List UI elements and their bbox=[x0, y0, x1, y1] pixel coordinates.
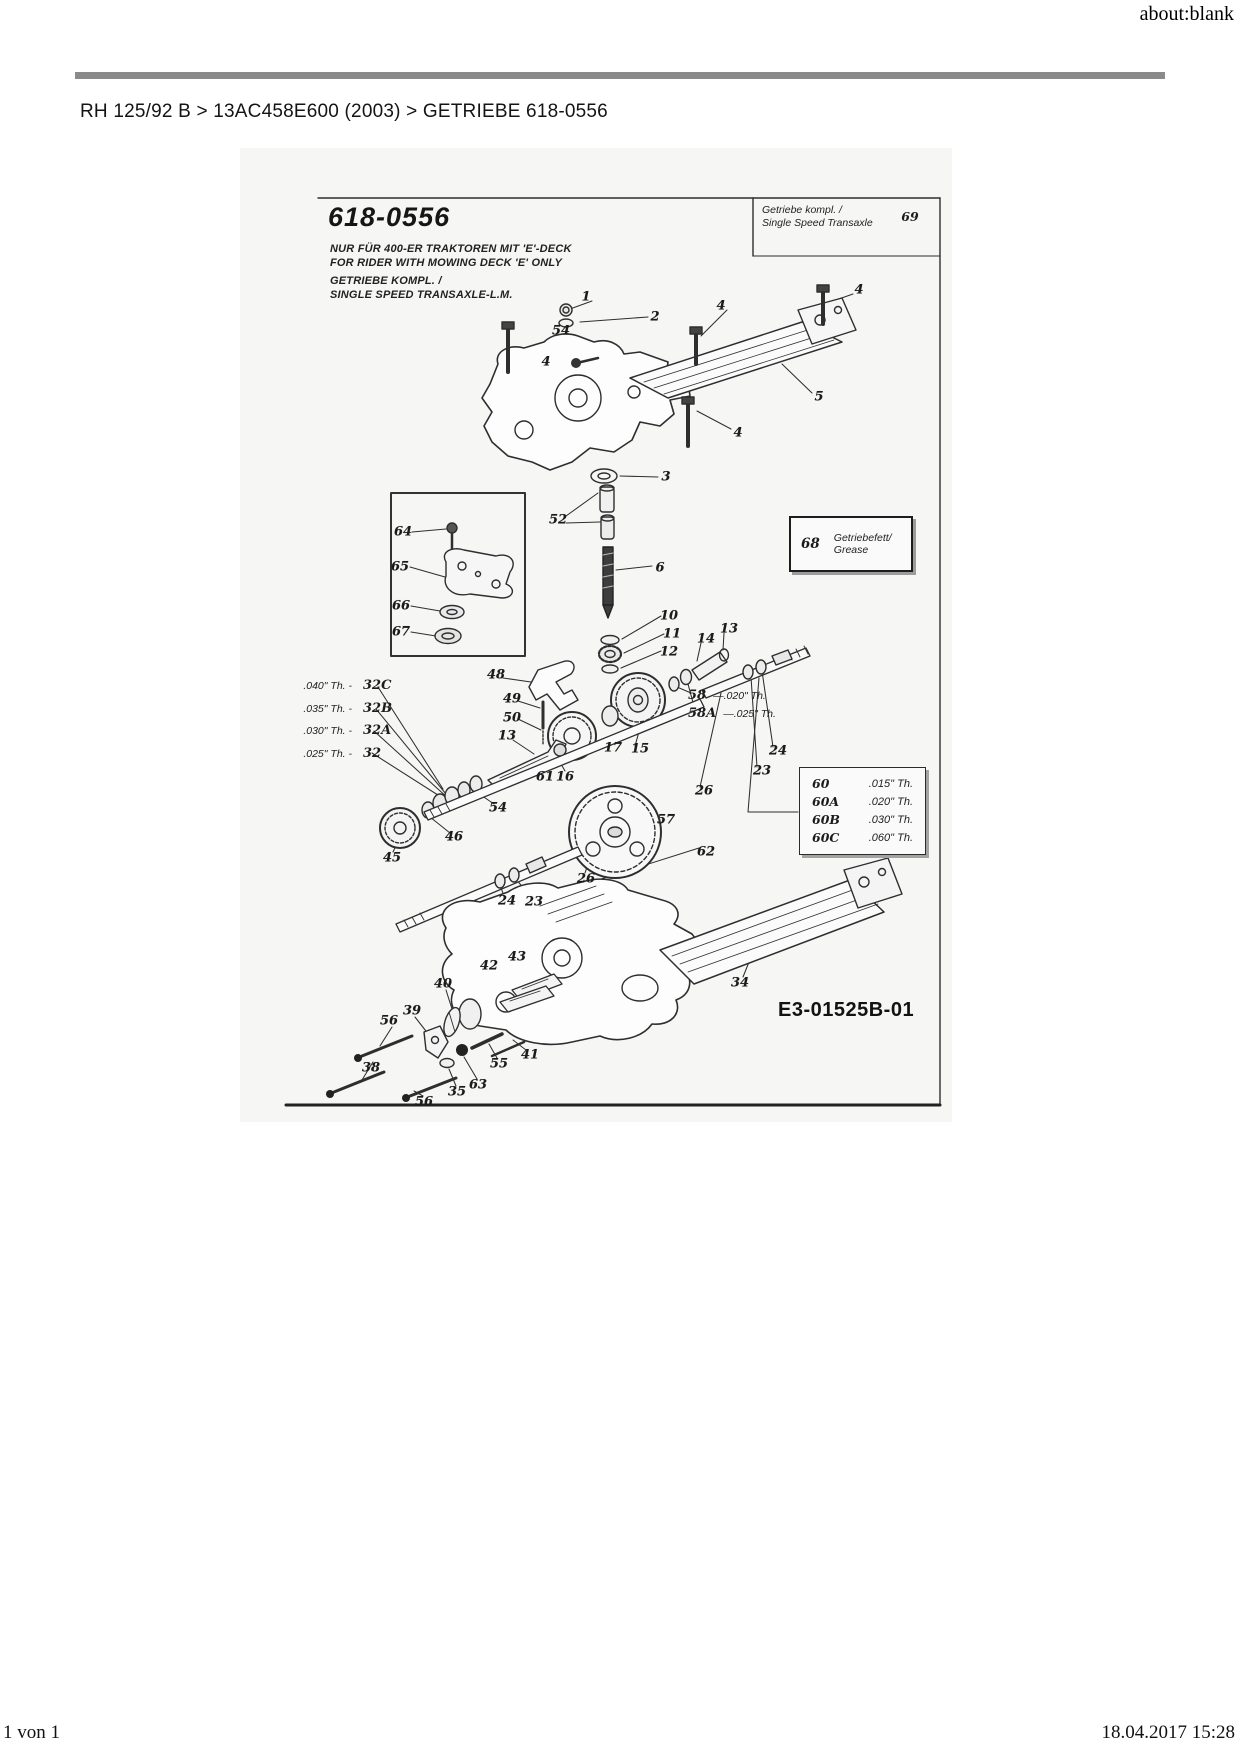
part-label: 66 bbox=[391, 598, 411, 614]
part-label: 63 bbox=[468, 1077, 488, 1093]
diagram-note-line: NUR FÜR 400-ER TRAKTOREN MIT 'E'-DECK bbox=[330, 243, 572, 255]
grease-label: Getriebefett/ Grease bbox=[833, 531, 892, 556]
part-label: 57 bbox=[656, 812, 676, 828]
part-label: 64 bbox=[393, 524, 413, 540]
part-label: 54 bbox=[551, 323, 571, 339]
part-label: 26 bbox=[694, 783, 714, 799]
diagram-title: 618-0556 bbox=[328, 202, 451, 232]
shim-32-row: .040" Th. - 32C bbox=[303, 678, 392, 693]
part-label: 40 bbox=[433, 976, 453, 992]
shim-58-row: 58 —.020" Th. bbox=[688, 688, 766, 703]
print-url-header: about:blank bbox=[1139, 3, 1234, 25]
shim-table-60 bbox=[799, 767, 926, 855]
part-label: 24 bbox=[497, 893, 517, 909]
part-label: 41 bbox=[520, 1047, 540, 1063]
part-label: 4 bbox=[716, 298, 726, 314]
breadcrumb: RH 125/92 B > 13AC458E600 (2003) > GETRIEBE 618-0556 bbox=[80, 101, 608, 122]
part-label: 39 bbox=[402, 1003, 422, 1019]
shim-32-row: .025" Th. - 32 bbox=[303, 745, 382, 761]
print-timestamp: 18.04.2017 15:28 bbox=[1101, 1722, 1235, 1743]
part-label: 15 bbox=[630, 741, 650, 757]
part-label: 4 bbox=[854, 282, 864, 298]
shim-58-row: 58A —.025" Th. bbox=[688, 705, 776, 721]
part-label: 12 bbox=[659, 644, 679, 660]
part-label: 10 bbox=[659, 608, 679, 624]
assembly-ref-line: Single Speed Transaxle bbox=[762, 217, 873, 229]
diagram-note-line: SINGLE SPEED TRANSAXLE-L.M. bbox=[330, 288, 513, 301]
part-label: 3 bbox=[661, 469, 671, 485]
horizontal-rule bbox=[75, 72, 1165, 79]
diagram-note-line: FOR RIDER WITH MOWING DECK 'E' ONLY bbox=[330, 256, 563, 269]
diagram-note-block-1 bbox=[330, 243, 572, 270]
shim-60-row: 60B .030" Th. bbox=[812, 812, 913, 827]
part-label: 55 bbox=[489, 1056, 509, 1072]
shim-60-row: 60A .020" Th. bbox=[812, 794, 913, 809]
part-label: 11 bbox=[662, 626, 682, 642]
shim-60-row: 60C .060" Th. bbox=[812, 830, 913, 845]
part-label: 48 bbox=[486, 667, 506, 683]
drawing-number: E3-01525B-01 bbox=[778, 999, 915, 1021]
part-label: 50 bbox=[502, 710, 522, 726]
shim-32-row: .030" Th. - 32A bbox=[303, 723, 392, 739]
part-label: 67 bbox=[391, 624, 411, 640]
part-label: 42 bbox=[479, 958, 499, 974]
part-label: 16 bbox=[555, 769, 575, 785]
part-label: 65 bbox=[390, 559, 410, 575]
part-label: 52 bbox=[548, 512, 568, 528]
parts-diagram-image bbox=[240, 148, 952, 1122]
diagram-note-line: GETRIEBE KOMPL. / bbox=[330, 275, 442, 287]
part-label: 13 bbox=[719, 621, 739, 637]
part-label: 45 bbox=[382, 850, 402, 866]
part-label: 2 bbox=[650, 309, 660, 325]
part-label: 35 bbox=[447, 1084, 467, 1100]
part-label: 5 bbox=[814, 389, 824, 405]
grease-ref-number: 68 bbox=[801, 536, 820, 552]
part-label: 56 bbox=[379, 1013, 399, 1029]
print-page-count: 1 von 1 bbox=[3, 1722, 60, 1743]
part-label: 43 bbox=[507, 949, 527, 965]
part-label: 1 bbox=[581, 289, 591, 305]
grease-callout-box bbox=[789, 516, 913, 572]
part-label: 46 bbox=[444, 829, 464, 845]
part-label: 62 bbox=[696, 844, 716, 860]
part-label: 26 bbox=[576, 871, 596, 887]
part-label: 56 bbox=[414, 1094, 434, 1110]
part-label: 23 bbox=[524, 894, 544, 910]
part-label: 4 bbox=[541, 354, 551, 370]
part-label: 23 bbox=[752, 763, 772, 779]
part-label: 14 bbox=[696, 631, 716, 647]
part-label: 38 bbox=[361, 1060, 381, 1076]
part-label: 49 bbox=[502, 691, 522, 707]
part-label: 24 bbox=[768, 743, 788, 759]
assembly-ref-box bbox=[762, 204, 873, 230]
assembly-ref-line: Getriebe kompl. / bbox=[762, 204, 842, 216]
part-label: 17 bbox=[603, 740, 623, 756]
part-label: 34 bbox=[730, 975, 750, 991]
diagram-note-block-2 bbox=[330, 275, 513, 302]
part-label: 4 bbox=[733, 425, 743, 441]
shim-32-row: .035" Th. - 32B bbox=[303, 700, 393, 716]
part-label: 13 bbox=[497, 728, 517, 744]
assembly-ref-number: 69 bbox=[901, 209, 919, 224]
part-label: 61 bbox=[535, 769, 555, 785]
shim-60-row: 60 .015" Th. bbox=[812, 776, 913, 791]
part-label: 54 bbox=[488, 800, 508, 816]
part-label: 6 bbox=[655, 560, 665, 576]
